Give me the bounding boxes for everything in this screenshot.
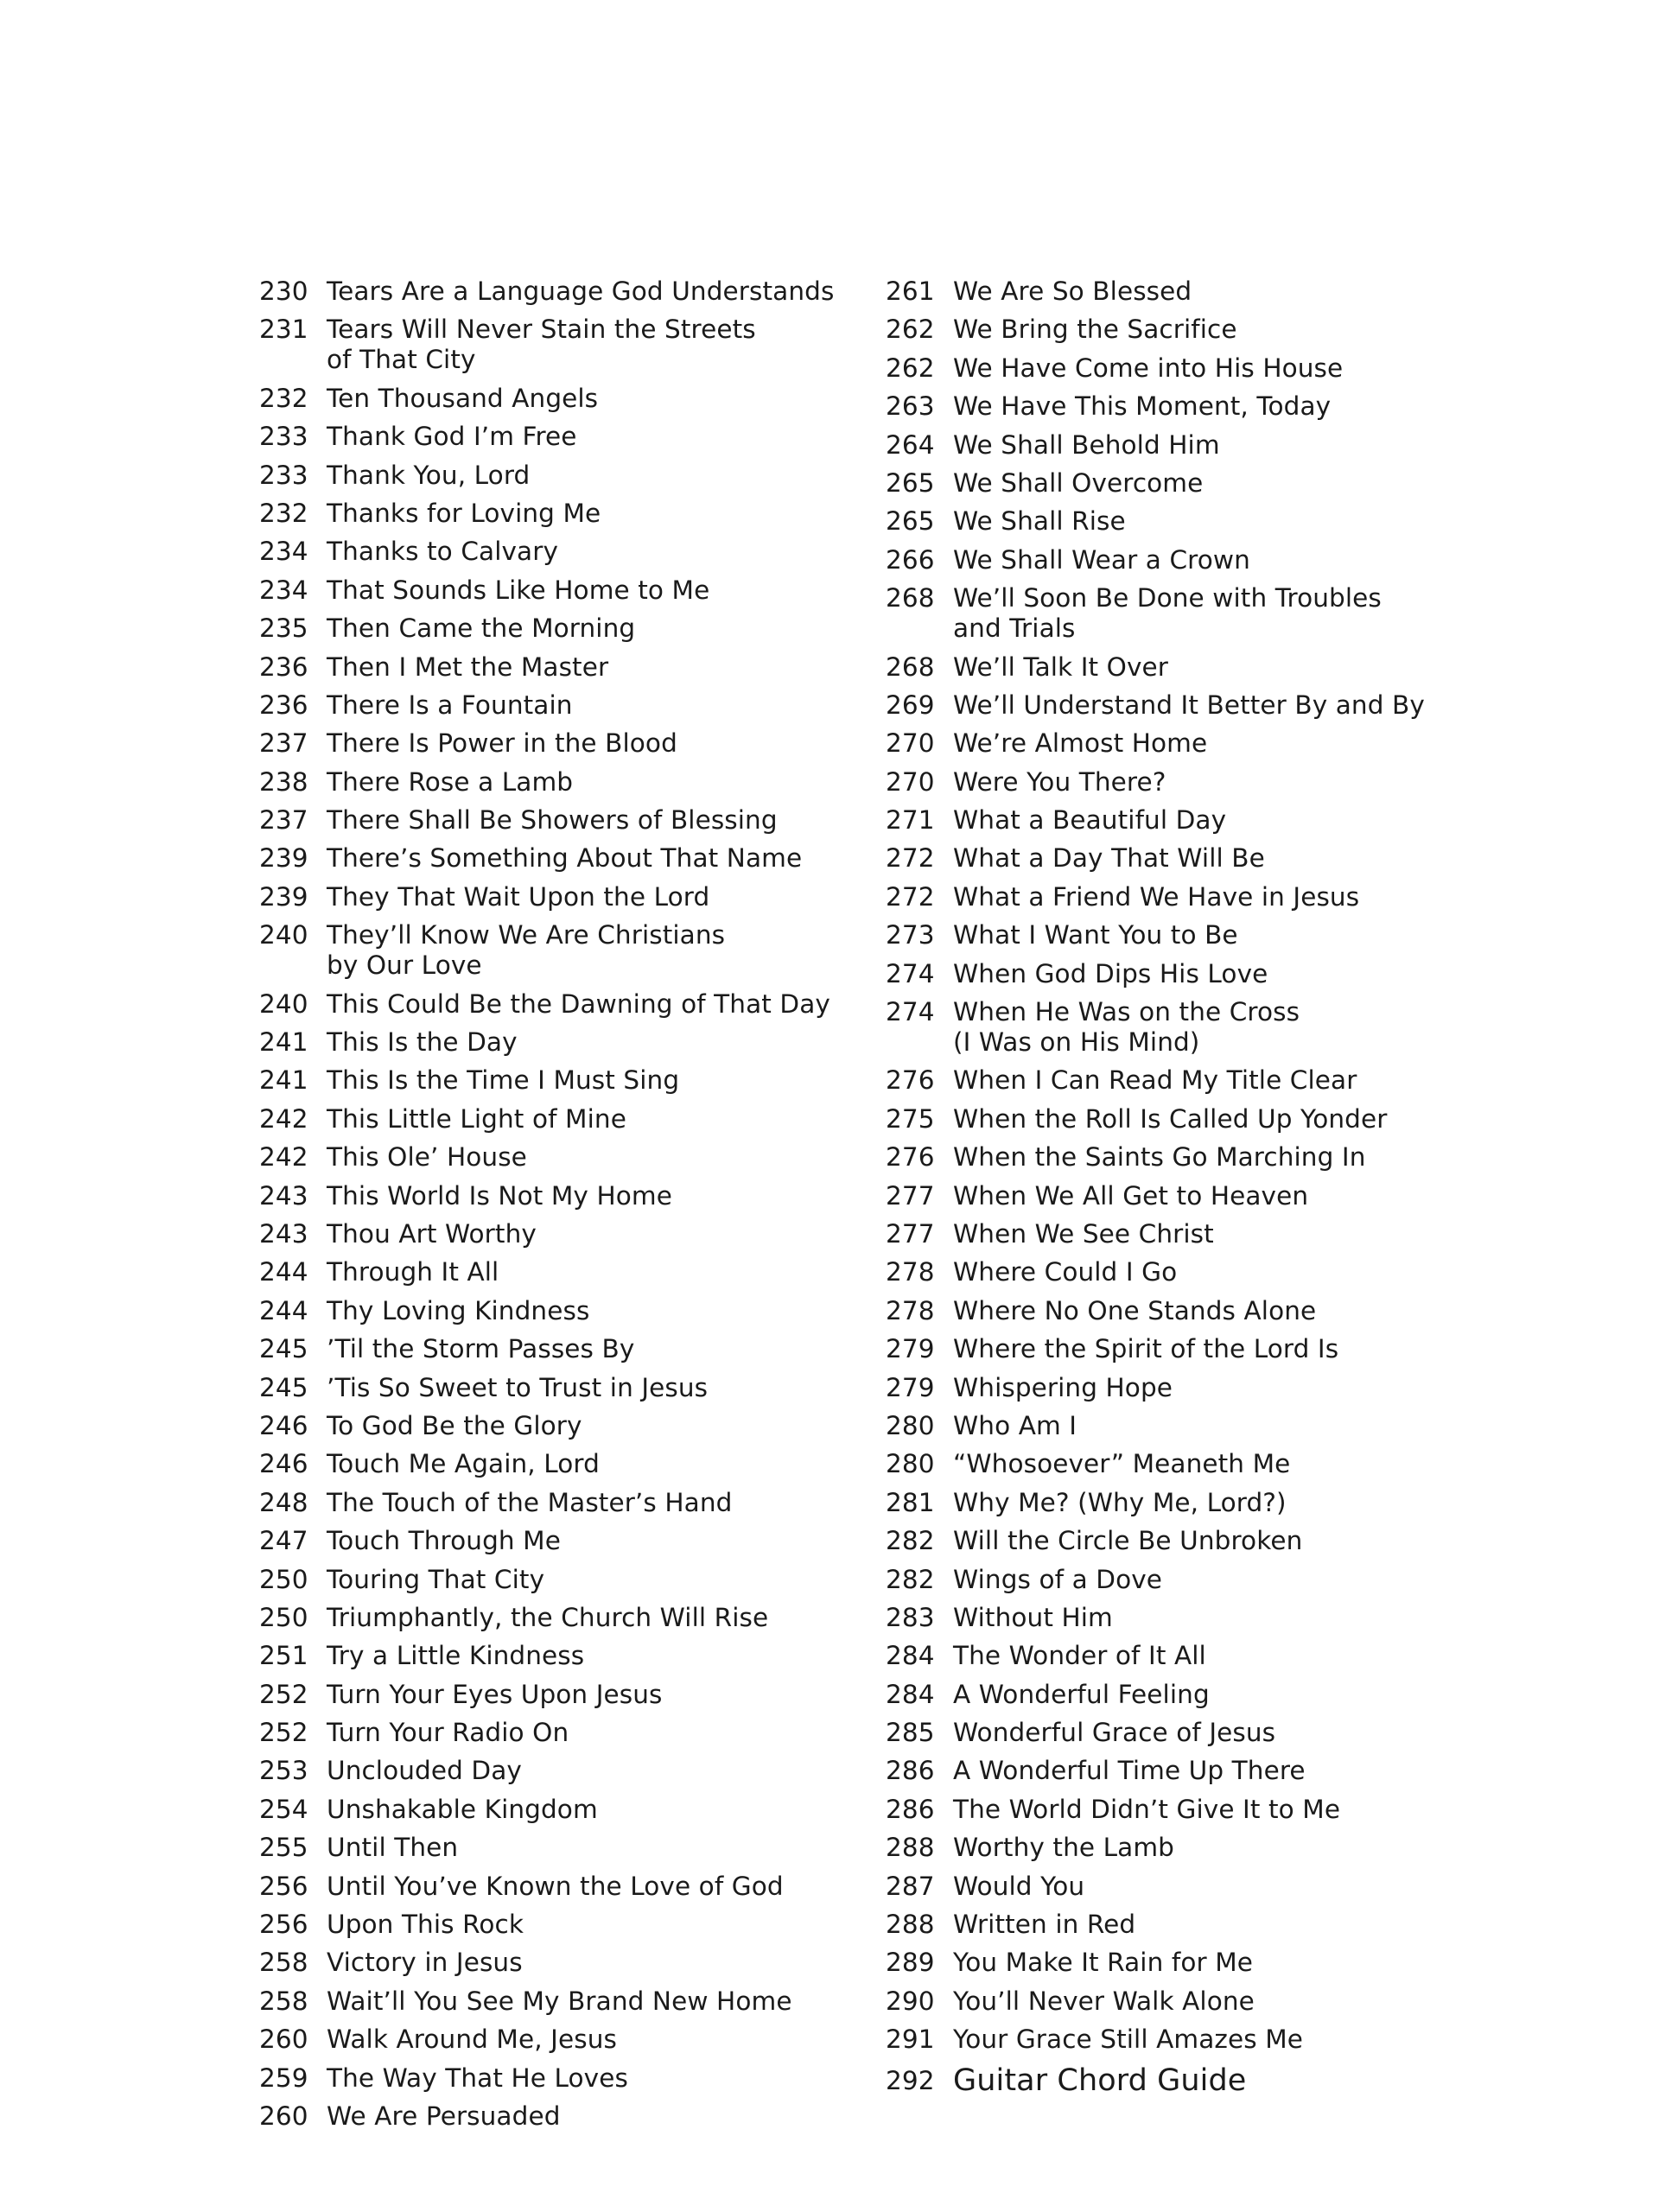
entry-title: Try a Little Kindness xyxy=(327,1641,585,1671)
entry-title: Walk Around Me, Jesus xyxy=(327,2024,617,2055)
entry-page-number: 286 xyxy=(886,1756,935,1786)
entry-title: When We See Christ xyxy=(953,1218,1214,1249)
index-entry xyxy=(886,1334,1473,1364)
entry-title: We Have This Moment, Today xyxy=(953,391,1332,422)
index-entry xyxy=(886,1142,1473,1173)
index-entry xyxy=(259,613,847,644)
entry-page-number: 276 xyxy=(886,1142,935,1173)
index-entry xyxy=(886,1910,1473,1940)
entry-title: Where Could I Go xyxy=(953,1257,1178,1287)
guitar-chord-guide-entry xyxy=(886,2063,1473,2098)
entry-title: We’re Almost Home xyxy=(953,728,1208,759)
entry-page-number: 234 xyxy=(259,537,308,567)
entry-title: This World Is Not My Home xyxy=(327,1180,672,1211)
index-entry xyxy=(259,1680,847,1710)
index-entry xyxy=(259,1756,847,1786)
entry-page-number: 263 xyxy=(886,391,935,422)
entry-title: There Rose a Lamb xyxy=(327,766,574,797)
entry-page-number: 252 xyxy=(259,1718,308,1748)
entry-page-number: 242 xyxy=(259,1103,308,1134)
entry-page-number: 271 xyxy=(886,805,935,836)
entry-title: Through It All xyxy=(327,1257,499,1287)
index-entry xyxy=(259,728,847,759)
index-entry xyxy=(886,1219,1473,1249)
entry-title: Unclouded Day xyxy=(327,1756,522,1786)
entry-title: Thank You, Lord xyxy=(327,460,531,490)
entry-page-number: 265 xyxy=(886,467,935,498)
entry-page-number: 258 xyxy=(259,1986,308,2016)
entry-title: When the Roll Is Called Up Yonder xyxy=(953,1103,1388,1134)
index-entry xyxy=(886,882,1473,912)
index-entry xyxy=(259,1373,847,1403)
entry-title: ’Tis So Sweet to Trust in Jesus xyxy=(327,1372,709,1402)
index-entry xyxy=(886,1641,1473,1671)
entry-page-number: 270 xyxy=(886,766,935,797)
index-entry xyxy=(259,1488,847,1518)
entry-page-number: 251 xyxy=(259,1641,308,1671)
entry-page-number: 259 xyxy=(259,2063,308,2093)
entry-page-number: 234 xyxy=(259,575,308,605)
entry-title: To God Be the Glory xyxy=(327,1410,582,1440)
entry-page-number: 262 xyxy=(886,315,935,345)
entry-page-number: 268 xyxy=(886,652,935,682)
entry-page-number: 270 xyxy=(886,728,935,759)
index-entry xyxy=(259,1641,847,1671)
index-entry xyxy=(259,1986,847,2017)
index-entry xyxy=(259,1872,847,1902)
entry-title: “Whosoever” Meaneth Me xyxy=(953,1449,1291,1479)
entry-title: This Is the Time I Must Sing xyxy=(327,1065,680,1096)
entry-page-number: 253 xyxy=(259,1756,308,1786)
index-entry xyxy=(886,767,1473,798)
index-entry xyxy=(259,499,847,529)
index-entry xyxy=(886,1756,1473,1786)
entry-title: What I Want You to Be xyxy=(953,920,1238,950)
entry-page-number: 232 xyxy=(259,498,308,528)
entry-title: The Touch of the Master’s Hand xyxy=(327,1487,733,1517)
entry-page-number: 281 xyxy=(886,1487,935,1517)
entry-page-number: 260 xyxy=(259,2101,308,2131)
entry-title: A Wonderful Time Up There xyxy=(953,1756,1306,1786)
entry-page-number: 240 xyxy=(259,920,308,950)
entry-page-number: 290 xyxy=(886,1986,935,2016)
entry-page-number: 240 xyxy=(259,988,308,1019)
index-entry xyxy=(259,1296,847,1326)
entry-page-number: 274 xyxy=(886,958,935,988)
index-entry xyxy=(886,2024,1473,2055)
entry-title: The Way That He Loves xyxy=(327,2063,628,2093)
entry-title: You’ll Never Walk Alone xyxy=(953,1986,1255,2016)
entry-title: Tears Will Never Stain the Streets of That City xyxy=(327,315,756,375)
entry-title: We Shall Overcome xyxy=(953,467,1204,498)
entry-page-number: 241 xyxy=(259,1027,308,1058)
entry-page-number: 233 xyxy=(259,460,308,490)
entry-title: What a Day That Will Be xyxy=(953,843,1265,874)
entry-page-number: 272 xyxy=(886,881,935,912)
index-entry xyxy=(259,1219,847,1249)
index-entry xyxy=(259,1104,847,1135)
entry-page-number: 282 xyxy=(886,1564,935,1594)
entry-title: Thanks to Calvary xyxy=(327,537,559,567)
index-entry xyxy=(886,920,1473,950)
index-entry xyxy=(886,690,1473,721)
index-entry xyxy=(259,1142,847,1173)
entry-title: This Could Be the Dawning of That Day xyxy=(327,988,830,1019)
entry-title: We Shall Behold Him xyxy=(953,429,1220,460)
index-entry xyxy=(259,1718,847,1748)
entry-title: Written in Red xyxy=(953,1910,1136,1940)
entry-title: This Little Light of Mine xyxy=(327,1103,626,1134)
entry-title: Unshakable Kingdom xyxy=(327,1794,598,1824)
entry-title: Tears Are a Language God Understands xyxy=(327,276,835,306)
entry-title: Touring That City xyxy=(327,1564,545,1594)
entry-page-number: 278 xyxy=(886,1257,935,1287)
index-entry xyxy=(886,1795,1473,1825)
index-entry xyxy=(886,583,1473,644)
index-entry xyxy=(259,2024,847,2055)
entry-page-number: 243 xyxy=(259,1180,308,1211)
index-entry xyxy=(259,422,847,452)
entry-page-number: 286 xyxy=(886,1794,935,1824)
entry-title: They That Wait Upon the Lord xyxy=(327,881,710,912)
index-entry xyxy=(259,767,847,798)
entry-page-number: 235 xyxy=(259,613,308,644)
entry-page-number: 260 xyxy=(259,2024,308,2055)
entry-title: We Shall Rise xyxy=(953,506,1126,537)
entry-title: Your Grace Still Amazes Me xyxy=(953,2024,1303,2055)
entry-title: Who Am I xyxy=(953,1410,1077,1440)
index-entry xyxy=(886,430,1473,461)
index-entry xyxy=(886,391,1473,422)
index-entry xyxy=(259,1257,847,1287)
index-entry xyxy=(886,1986,1473,2017)
index-entry xyxy=(886,1872,1473,1902)
entry-title: We’ll Soon Be Done with Troubles and Trials xyxy=(953,583,1382,644)
entry-title: Turn Your Radio On xyxy=(327,1718,569,1748)
entry-title: Will the Circle Be Unbroken xyxy=(953,1526,1303,1556)
entry-page-number: 237 xyxy=(259,805,308,836)
entry-page-number: 269 xyxy=(886,690,935,720)
entry-page-number: 244 xyxy=(259,1257,308,1287)
entry-title: The World Didn’t Give It to Me xyxy=(953,1794,1341,1824)
index-left-column xyxy=(259,276,847,2139)
entry-page-number: 276 xyxy=(886,1065,935,1096)
index-entry xyxy=(886,652,1473,683)
entry-page-number: 291 xyxy=(886,2024,935,2055)
entry-page-number: 233 xyxy=(259,422,308,452)
entry-page-number: 255 xyxy=(259,1833,308,1863)
index-entry xyxy=(886,1373,1473,1403)
index-entry xyxy=(259,1910,847,1940)
entry-page-number: 275 xyxy=(886,1103,935,1134)
entry-title: Touch Through Me xyxy=(327,1526,561,1556)
index-entry xyxy=(259,1411,847,1441)
index-entry xyxy=(259,805,847,836)
index-entry xyxy=(259,652,847,683)
entry-title: We’ll Understand It Better By and By xyxy=(953,690,1425,720)
entry-page-number: 284 xyxy=(886,1679,935,1709)
entry-title: Guitar Chord Guide xyxy=(953,2063,1247,2098)
index-entry xyxy=(886,997,1473,1058)
entry-page-number: 288 xyxy=(886,1910,935,1940)
entry-page-number: 246 xyxy=(259,1449,308,1479)
index-entry xyxy=(259,575,847,606)
index-entry xyxy=(886,1257,1473,1287)
entry-title: Where No One Stands Alone xyxy=(953,1295,1317,1325)
entry-page-number: 264 xyxy=(886,429,935,460)
entry-page-number: 236 xyxy=(259,690,308,720)
entry-title: Upon This Rock xyxy=(327,1910,524,1940)
entry-page-number: 256 xyxy=(259,1871,308,1901)
index-entry xyxy=(259,1449,847,1479)
entry-page-number: 279 xyxy=(886,1334,935,1364)
entry-page-number: 262 xyxy=(886,353,935,383)
index-entry xyxy=(886,1296,1473,1326)
entry-page-number: 247 xyxy=(259,1526,308,1556)
entry-title: The Wonder of It All xyxy=(953,1641,1206,1671)
index-entry xyxy=(259,537,847,567)
index-entry xyxy=(259,315,847,375)
index-entry xyxy=(259,461,847,491)
entry-page-number: 272 xyxy=(886,843,935,874)
entry-page-number: 287 xyxy=(886,1871,935,1901)
entry-title: Triumphantly, the Church Will Rise xyxy=(327,1602,769,1632)
entry-page-number: 261 xyxy=(886,276,935,306)
entry-title: Thank God I’m Free xyxy=(327,422,577,452)
entry-title: Were You There? xyxy=(953,766,1166,797)
index-entry xyxy=(886,728,1473,759)
entry-title: Thou Art Worthy xyxy=(327,1218,537,1249)
index-entry xyxy=(886,1449,1473,1479)
index-entry xyxy=(886,1104,1473,1135)
index-entry xyxy=(886,1065,1473,1096)
entry-title: They’ll Know We Are Christians by Our Love xyxy=(327,920,726,981)
index-entry xyxy=(886,1948,1473,1978)
entry-title: We Are So Blessed xyxy=(953,276,1192,306)
entry-page-number: 245 xyxy=(259,1334,308,1364)
entry-title: Where the Spirit of the Lord Is xyxy=(953,1334,1339,1364)
entry-title: Without Him xyxy=(953,1602,1113,1632)
entry-page-number: 239 xyxy=(259,881,308,912)
entry-title: Turn Your Eyes Upon Jesus xyxy=(327,1679,663,1709)
entry-page-number: 273 xyxy=(886,920,935,950)
entry-title: When He Was on the Cross (I Was on His Mind) xyxy=(953,997,1300,1058)
index-entry xyxy=(886,959,1473,989)
entry-page-number: 277 xyxy=(886,1218,935,1249)
entry-title: Why Me? (Why Me, Lord?) xyxy=(953,1487,1287,1517)
entry-title: Would You xyxy=(953,1871,1085,1901)
entry-title: Until Then xyxy=(327,1833,459,1863)
entry-title: We Shall Wear a Crown xyxy=(953,544,1250,575)
entry-page-number: 278 xyxy=(886,1295,935,1325)
right-entries xyxy=(886,276,1473,2055)
index-entry xyxy=(259,276,847,307)
entry-title: Whispering Hope xyxy=(953,1372,1173,1402)
index-right-column xyxy=(886,276,1473,2106)
entry-page-number: 292 xyxy=(886,2065,935,2095)
entry-page-number: 248 xyxy=(259,1487,308,1517)
entry-page-number: 283 xyxy=(886,1602,935,1632)
entry-title: What a Beautiful Day xyxy=(953,805,1227,836)
entry-page-number: 236 xyxy=(259,652,308,682)
entry-title: When God Dips His Love xyxy=(953,958,1268,988)
index-entry xyxy=(886,468,1473,499)
entry-page-number: 268 xyxy=(886,583,935,613)
entry-page-number: 266 xyxy=(886,544,935,575)
entry-title: We Are Persuaded xyxy=(327,2101,561,2131)
index-entry xyxy=(259,1065,847,1096)
index-entry xyxy=(886,315,1473,345)
entry-title: There Is a Fountain xyxy=(327,690,573,720)
index-entry xyxy=(259,882,847,912)
index-entry xyxy=(259,2101,847,2132)
entry-page-number: 254 xyxy=(259,1794,308,1824)
entry-page-number: 232 xyxy=(259,383,308,413)
index-entry xyxy=(259,920,847,981)
entry-title: Worthy the Lamb xyxy=(953,1833,1174,1863)
index-entry xyxy=(886,1488,1473,1518)
index-entry xyxy=(886,1833,1473,1863)
entry-page-number: 289 xyxy=(886,1948,935,1978)
index-entry xyxy=(259,384,847,414)
entry-page-number: 244 xyxy=(259,1295,308,1325)
index-entry xyxy=(886,1718,1473,1748)
entry-title: This Is the Day xyxy=(327,1027,518,1058)
index-entry xyxy=(259,2063,847,2094)
entry-title: Ten Thousand Angels xyxy=(327,383,599,413)
entry-title: When We All Get to Heaven xyxy=(953,1180,1309,1211)
entry-page-number: 277 xyxy=(886,1180,935,1211)
entry-title: Then Came the Morning xyxy=(327,613,636,644)
entry-page-number: 245 xyxy=(259,1372,308,1402)
entry-page-number: 243 xyxy=(259,1218,308,1249)
entry-page-number: 238 xyxy=(259,766,308,797)
index-entry xyxy=(259,1603,847,1633)
index-entry xyxy=(259,1526,847,1556)
entry-title: Wonderful Grace of Jesus xyxy=(953,1718,1276,1748)
entry-title: That Sounds Like Home to Me xyxy=(327,575,710,605)
entry-page-number: 282 xyxy=(886,1526,935,1556)
entry-title: Wait’ll You See My Brand New Home xyxy=(327,1986,792,2016)
entry-page-number: 280 xyxy=(886,1410,935,1440)
entry-page-number: 246 xyxy=(259,1410,308,1440)
entry-page-number: 258 xyxy=(259,1948,308,1978)
entry-title: There’s Something About That Name xyxy=(327,843,803,874)
index-entry xyxy=(259,843,847,874)
entry-page-number: 250 xyxy=(259,1564,308,1594)
entry-page-number: 279 xyxy=(886,1372,935,1402)
index-entry xyxy=(886,1411,1473,1441)
index-entry xyxy=(259,690,847,721)
entry-title: You Make It Rain for Me xyxy=(953,1948,1253,1978)
entry-title: ’Til the Storm Passes By xyxy=(327,1334,635,1364)
entry-page-number: 280 xyxy=(886,1449,935,1479)
index-entry xyxy=(259,1181,847,1211)
index-entry xyxy=(886,545,1473,575)
index-entry xyxy=(259,1948,847,1978)
entry-title: When the Saints Go Marching In xyxy=(953,1142,1366,1173)
entry-title: We Have Come into His House xyxy=(953,353,1344,383)
entry-title: When I Can Read My Title Clear xyxy=(953,1065,1357,1096)
entry-title: Thy Loving Kindness xyxy=(327,1295,590,1325)
entry-page-number: 237 xyxy=(259,728,308,759)
entry-page-number: 242 xyxy=(259,1142,308,1173)
index-entry xyxy=(259,1027,847,1058)
index-entry xyxy=(886,276,1473,307)
entry-page-number: 256 xyxy=(259,1910,308,1940)
index-entry xyxy=(886,805,1473,836)
entry-title: What a Friend We Have in Jesus xyxy=(953,881,1360,912)
index-entry xyxy=(886,1181,1473,1211)
index-entry xyxy=(259,989,847,1020)
index-entry xyxy=(886,843,1473,874)
entry-page-number: 284 xyxy=(886,1641,935,1671)
index-entry xyxy=(886,1603,1473,1633)
entry-title: Wings of a Dove xyxy=(953,1564,1163,1594)
index-entry xyxy=(886,1526,1473,1556)
entry-title: There Shall Be Showers of Blessing xyxy=(327,805,778,836)
index-entry xyxy=(259,1334,847,1364)
index-entry xyxy=(259,1795,847,1825)
entry-page-number: 252 xyxy=(259,1679,308,1709)
entry-title: Touch Me Again, Lord xyxy=(327,1449,600,1479)
entry-page-number: 239 xyxy=(259,843,308,874)
entry-title: There Is Power in the Blood xyxy=(327,728,677,759)
entry-title: We Bring the Sacrifice xyxy=(953,315,1237,345)
entry-title: Then I Met the Master xyxy=(327,652,609,682)
entry-page-number: 231 xyxy=(259,315,308,345)
index-entry xyxy=(259,1833,847,1863)
entry-page-number: 250 xyxy=(259,1602,308,1632)
entry-page-number: 288 xyxy=(886,1833,935,1863)
entry-title: We’ll Talk It Over xyxy=(953,652,1169,682)
entry-page-number: 230 xyxy=(259,276,308,306)
entry-page-number: 265 xyxy=(886,506,935,537)
index-entry xyxy=(886,353,1473,384)
entry-title: Thanks for Loving Me xyxy=(327,498,601,528)
entry-title: A Wonderful Feeling xyxy=(953,1679,1210,1709)
entry-page-number: 285 xyxy=(886,1718,935,1748)
index-entry xyxy=(886,1680,1473,1710)
entry-title: Victory in Jesus xyxy=(327,1948,523,1978)
index-entry xyxy=(886,506,1473,537)
entry-title: Until You’ve Known the Love of God xyxy=(327,1871,784,1901)
entry-page-number: 241 xyxy=(259,1065,308,1096)
entry-title: This Ole’ House xyxy=(327,1142,527,1173)
entry-page-number: 274 xyxy=(886,997,935,1027)
index-entry xyxy=(886,1565,1473,1595)
index-entry xyxy=(259,1565,847,1595)
